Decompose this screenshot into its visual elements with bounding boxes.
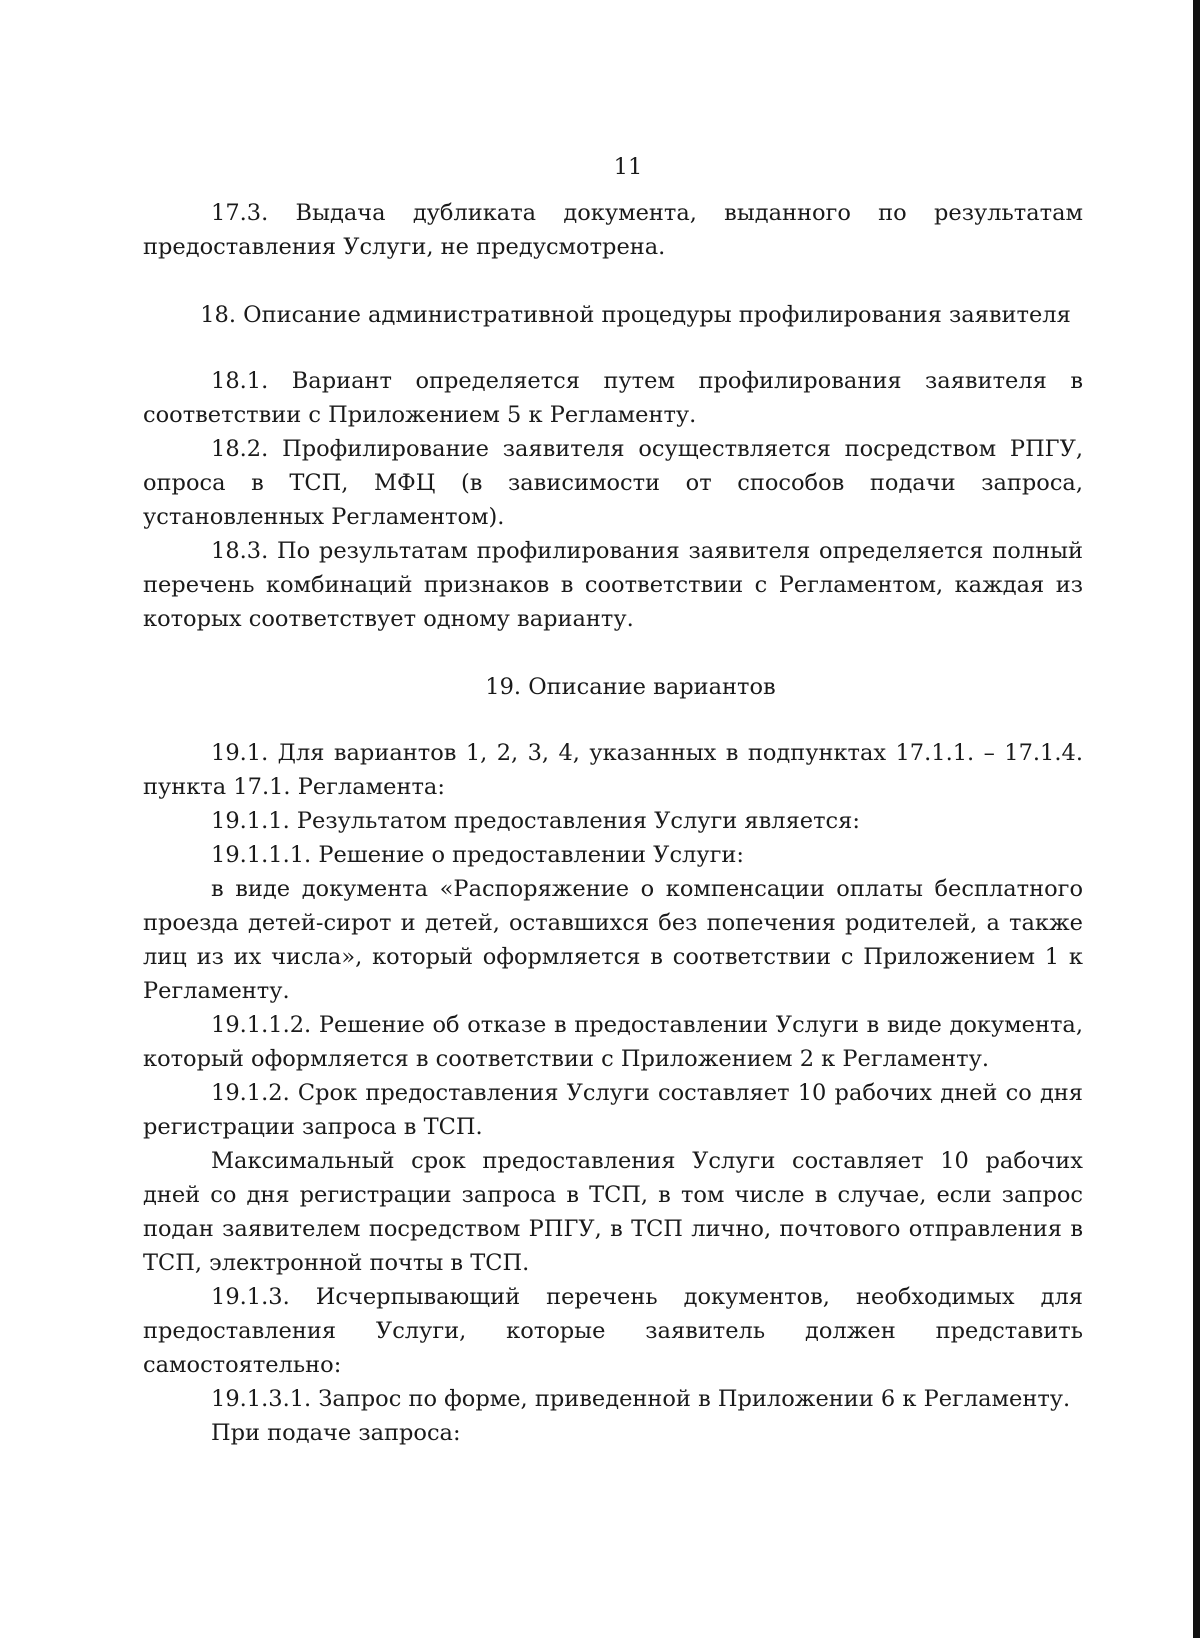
paragraph-19-1-3: 19.1.3. Исчерпывающий перечень документов, необходимых для предоставления Услуги, которые заявитель должен представить самостоятельно: [143,1284,1083,1378]
paragraph-18-1: 18.1. Вариант определяется путем профилирования заявителя в соответствии с Приложением 5 к Регламенту. [143,368,1083,428]
paragraph-19-1-2-max: Максимальный срок предоставления Услуги составляет 10 рабочих дней со дня регистрации запроса в ТСП, в том числе в случае, если запрос подан заявителем посредством РПГУ, в ТСП лично, почтового отправления в ТСП, электронной почты в ТСП. [143,1148,1083,1276]
paragraph-18-3: 18.3. По результатам профилирования заявителя определяется полный перечень комбинаций признаков в соответствии с Регламентом, каждая из которых соответствует одному варианту. [143,538,1083,632]
paragraph-19-1-1-1: 19.1.1.1. Решение о предоставлении Услуги: [211,842,744,868]
paragraph-submit: При подаче запроса: [211,1420,461,1446]
paragraph-19-1-1-2: 19.1.1.2. Решение об отказе в предоставлении Услуги в виде документа, который оформляется в соответствии с Приложением 2 к Регламенту. [143,1012,1083,1072]
document-page [143,150,1083,1450]
paragraph-19-1-1: 19.1.1. Результатом предоставления Услуги является: [211,808,860,834]
paragraph-19-1-3-1: 19.1.3.1. Запрос по форме, приведенной в Приложении 6 к Регламенту. [211,1386,1071,1412]
paragraph-19-1-1-1-text: в виде документа «Распоряжение о компенсации оплаты бесплатного проезда детей-сирот и детей, оставшихся без попечения родителей, а также лиц из их числа», который оформляется в соответствии с Приложением 1 к Регламенту. [143,876,1083,1004]
paragraph-19-1-2: 19.1.2. Срок предоставления Услуги составляет 10 рабочих дней со дня регистрации запроса в ТСП. [143,1080,1083,1140]
section-heading-18: 18. Описание административной процедуры профилирования заявителя [200,302,1071,328]
scan-edge-right [1193,0,1200,1638]
paragraph-17-3: 17.3. Выдача дубликата документа, выданного по результатам предоставления Услуги, не предусмотрена. [143,200,1083,260]
page-number: 11 [613,154,643,180]
paragraph-18-2: 18.2. Профилирование заявителя осуществляется посредством РПГУ, опроса в ТСП, МФЦ (в зависимости от способов подачи запроса, установленных Регламентом). [143,436,1083,530]
section-heading-19: 19. Описание вариантов [485,674,776,700]
paragraph-19-1: 19.1. Для вариантов 1, 2, 3, 4, указанных в подпунктах 17.1.1. – 17.1.4. пункта 17.1. Регламента: [143,740,1083,800]
